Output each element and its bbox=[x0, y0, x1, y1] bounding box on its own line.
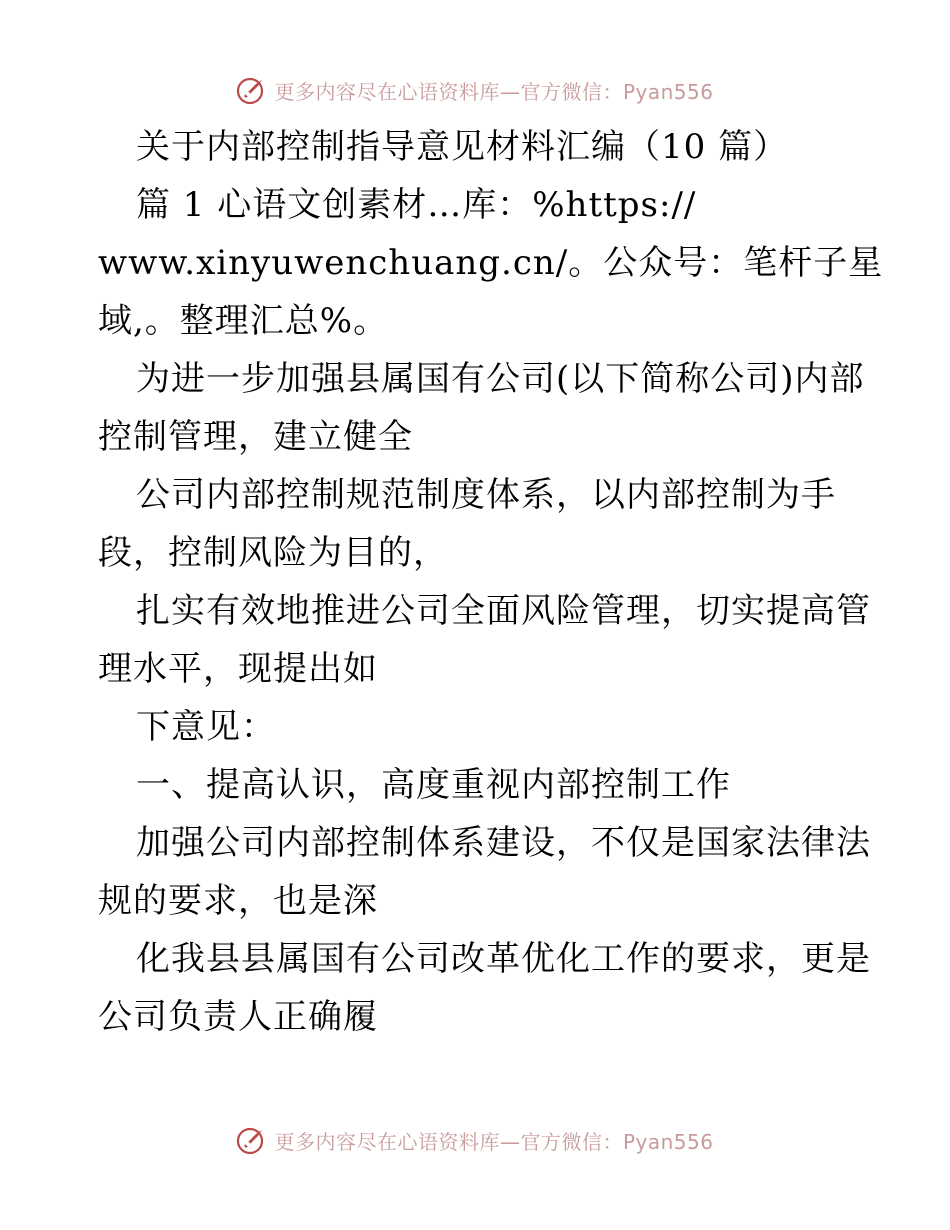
watermark-text: 更多内容尽在心语资料库—官方微信：Pyan556 bbox=[274, 1129, 714, 1154]
paragraph-line: 域,。整理汇总%。 bbox=[98, 301, 389, 341]
paragraph-line: 控制管理，建立健全 bbox=[98, 417, 413, 457]
paragraph-line: 扎实有效地推进公司全面风险管理，切实提高管 bbox=[136, 591, 871, 631]
paragraph-line: 加强公司内部控制体系建设，不仅是国家法律法 bbox=[136, 823, 871, 863]
paragraph-line: 化我县县属国有公司改革优化工作的要求，更是 bbox=[136, 939, 871, 979]
header-watermark bbox=[0, 70, 950, 110]
paragraph-line: 下意见： bbox=[136, 707, 276, 747]
pen-nib-logo-icon bbox=[236, 1124, 268, 1156]
paragraph-line: 公司负责人正确履 bbox=[98, 997, 378, 1037]
paragraph-line: 公司内部控制规范制度体系，以内部控制为手 bbox=[136, 475, 836, 515]
pen-nib-logo-icon bbox=[236, 74, 268, 106]
document-title: 关于内部控制指导意见材料汇编（10 篇） bbox=[136, 127, 789, 167]
paragraph-line: 理水平，现提出如 bbox=[98, 649, 378, 689]
paragraph-line: 规的要求，也是深 bbox=[98, 881, 378, 921]
paragraph-line: 为进一步加强县属国有公司(以下简称公司)内部 bbox=[136, 359, 865, 399]
paragraph-line: www.xinyuwenchuang.cn/。公众号：笔杆子星 bbox=[98, 243, 884, 283]
section-heading: 一、提高认识，高度重视内部控制工作 bbox=[136, 765, 731, 805]
document-body bbox=[98, 118, 884, 1046]
paragraph-line: 段，控制风险为目的， bbox=[98, 533, 448, 573]
paragraph-line: 篇 1 心语文创素材…库：%https:// bbox=[136, 185, 697, 225]
footer-watermark bbox=[0, 1120, 950, 1160]
watermark-text: 更多内容尽在心语资料库—官方微信：Pyan556 bbox=[274, 79, 714, 104]
